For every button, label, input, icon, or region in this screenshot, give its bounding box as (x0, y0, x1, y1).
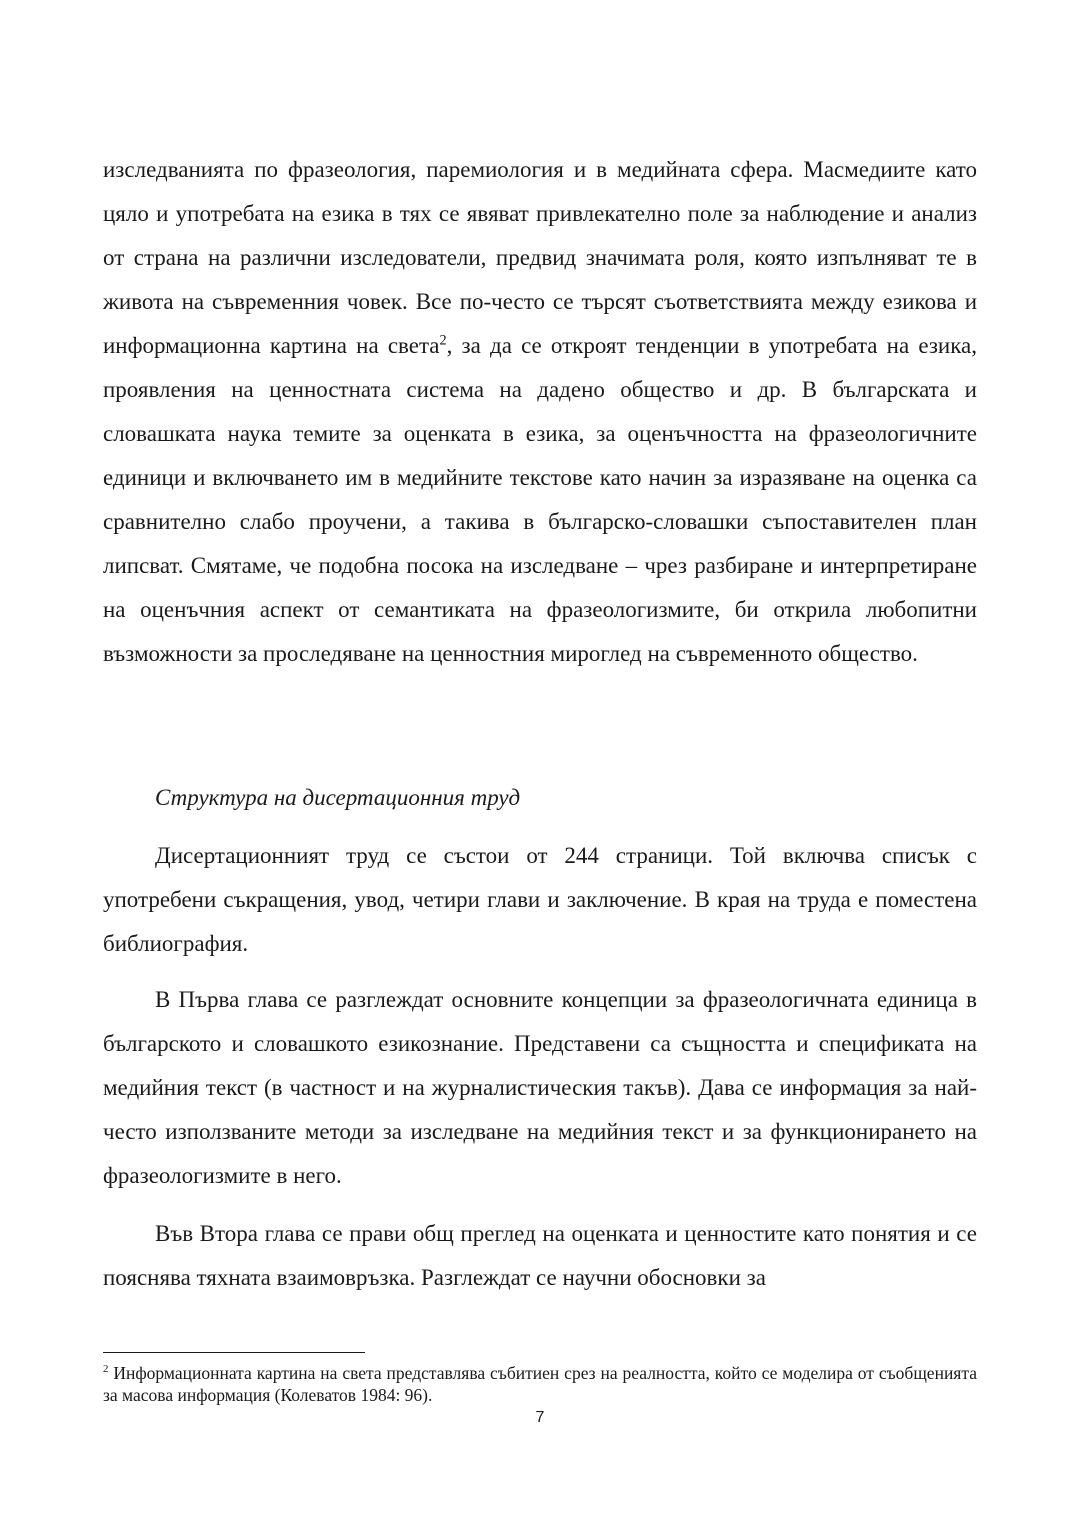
paragraph-3-text: В Първа глава се разглеждат основните концепции за фразеологичната единица в българското и словашкото езикознание. Представени са същността и спецификата на медийния текст (в частност и на журналистическия такъв). Дава се информация за най-често използваните методи за изследване на медийния текст и за функционирането на фразеологизмите в него. (103, 987, 977, 1188)
paragraph-4-text: Във Втора глава се прави общ преглед на оценката и ценностите като понятия и се пояснява тяхната взаимовръзка. Разглеждат се научни обосновки за (103, 1221, 977, 1290)
footnote (103, 1362, 977, 1406)
section-heading: Структура на дисертационния труд (155, 785, 521, 810)
paragraph-2-text: Дисертационният труд се състои от 244 страници. Той включва списък с употребени съкращения, увод, четири глави и заключение. В края на труда е поместена библиография. (103, 843, 977, 956)
paragraph-text (103, 148, 977, 676)
paragraph-1-text-part-2: , за да се откроят тенденции в употребата на езика, проявления на ценностната система на дадено общество и др. В българската и словашката наука темите за оценката в езика, за оценъчността на фразеологичните единици и включването им в медийните текстове като начин за изразяване на оценка са сравнително слабо проучени, а такива в българско-словашки съпоставителен план липсват. Смятаме, че подобна посока на изследване – чрез разбиране и интерпретиране на оценъчния аспект от семантиката на фразеологизмите, би открила любопитни възможности за проследяване на ценностния мироглед на съвременното общество. (103, 333, 977, 666)
paragraph-1-text-part-1: изследванията по фразеология, паремиология и в медийната сфера. Масмедиите като цяло и употребата на езика в тях се явяват привлекателно поле за наблюдение и анализ от страна на различни изследователи, предвид значимата роля, която изпълняват те в живота на съвременния човек. Все по-често се търсят съответствията между езикова и информационна картина на света (103, 157, 977, 358)
footnote-separator (103, 1352, 365, 1353)
page-number: 7 (535, 1409, 545, 1426)
footnote-reference: 2 (439, 332, 447, 349)
footnote-text: Информационната картина на света представлява събитиен срез на реалността, който се моделира от съобщенията за масова информация (Колеватов 1984: 96). (103, 1363, 977, 1405)
body-paragraph-2 (103, 834, 977, 966)
body-paragraph-1 (103, 148, 977, 676)
footnote-marker: 2 (103, 1363, 109, 1376)
body-paragraph-4 (103, 1212, 977, 1300)
body-paragraph-3 (103, 978, 977, 1198)
